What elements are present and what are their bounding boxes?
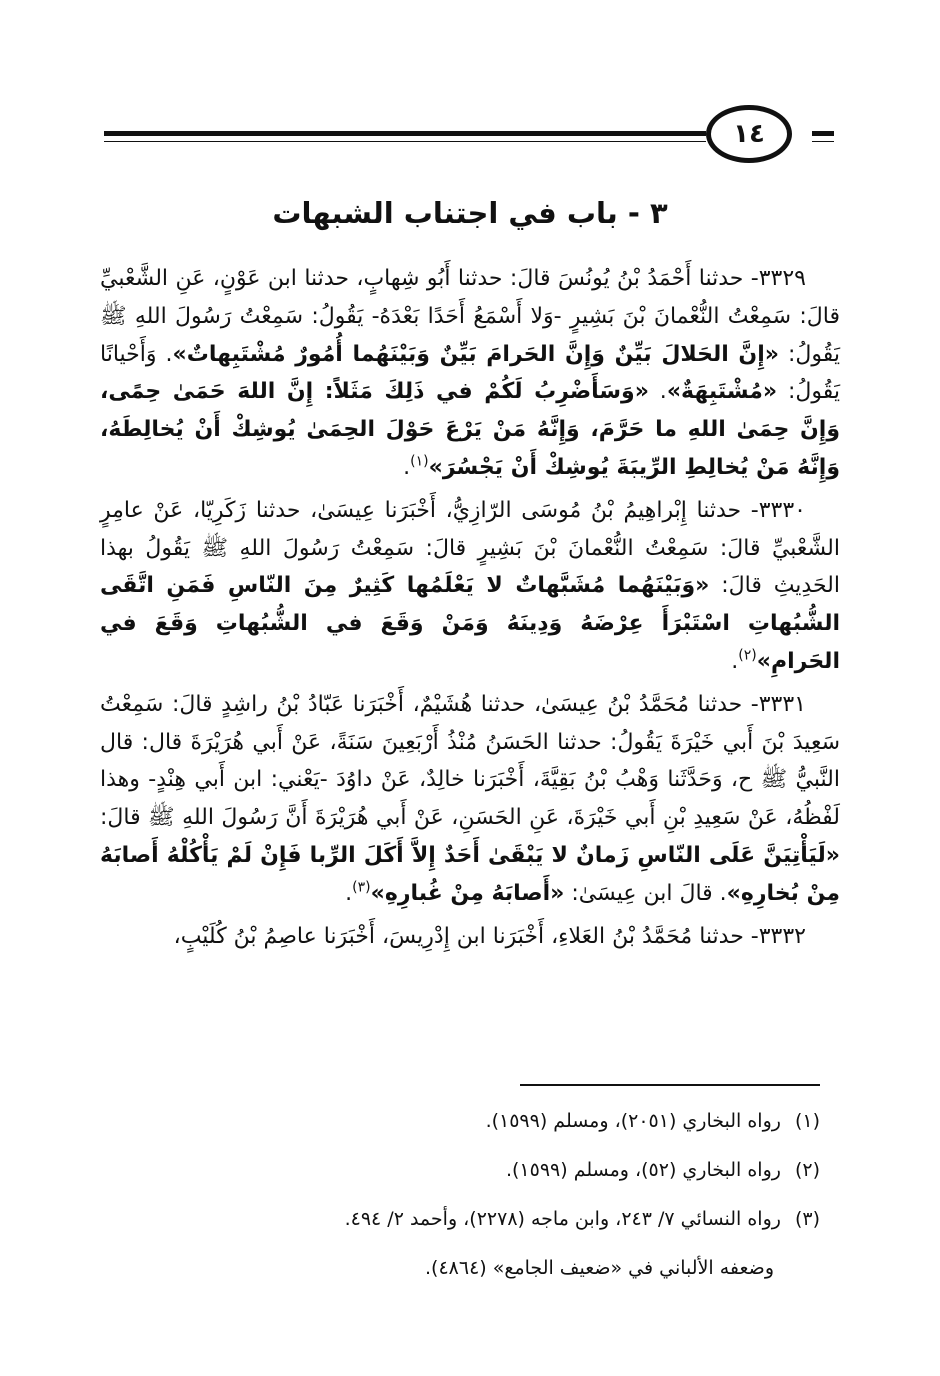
hadith-3330 [100, 492, 840, 681]
hadith-quote: «إِنَّ الحَلالَ بَيِّنٌ وَإِنَّ الحَرامَ بَيِّنٌ وَبَيْنَهُما أُمُورٌ مُشْتَبِهاتٌ» [172, 341, 779, 367]
chapter-title: ٣ - باب في اجتناب الشبهات [272, 196, 668, 230]
hadith-quote: «مُشْتَبِهَةٌ» [666, 379, 778, 405]
footnote-separator [520, 1084, 820, 1086]
hadith-text: ٣٣٣٠- حدثنا إِبْراهِيمُ بْنُ مُوسَى الرّازِيُّ، أَخْبَرَنا عِيسَىٰ، حدثنا زَكَرِيّا، عَنْ عامِرٍ الشَّعْبيِّ قالَ: سَمِعْتُ النُّعْمانَ بْنَ بَشِيرٍ قالَ: سَمِعْتُ رَسُولَ اللهِ ﷺ يَقُولُ بهذا الحَدِيثِ قالَ: [100, 497, 840, 599]
footnote-1 [100, 1097, 840, 1146]
header-rule-right-thin [812, 141, 834, 142]
hadith-quote: «وَبَيْنَهُما مُشَبَّهاتٌ لا يَعْلَمُها كَثِيرٌ مِنَ النّاسِ فَمَنِ اتَّقَى الشُّبُهاتِ اسْتَبْرَأَ عِرْضَهُ وَدِينَهُ وَمَنْ وَقَعَ في الشُّبُهاتِ وَقَعَ في الحَرامِ» [100, 573, 840, 674]
footnote-ref[interactable]: (٢) [738, 647, 757, 664]
footnote-2 [100, 1146, 840, 1195]
footnote-mark: (٢) [794, 1159, 820, 1181]
hadith-quote: «لَيَأْتِيَنَّ عَلَى النّاسِ زَمانٌ لا يَبْقَىٰ أَحَدٌ إِلاَّ أَكَلَ الرِّبا فَإِنْ لَمْ يَأْكُلْهُ أَصابَهُ مِنْ بُخارِهِ» [100, 842, 840, 906]
hadith-text: . [403, 454, 411, 480]
hadith-text: ٣٣٣١- حدثنا مُحَمَّدُ بْنُ عِيسَىٰ، حدثنا هُشَيْمٌ، أَخْبَرَنا عَبّادُ بْنُ راشِدٍ قالَ: سَمِعْتُ سَعِيدَ بْنَ أَبي خَيْرَةَ يَقُولُ: حدثنا الحَسَنُ مُنْذُ أَرْبَعِينَ سَنَةً، عَنْ أَبي هُرَيْرَةَ قال: قال النَّبيُّ ﷺ ح، وَحَدَّثَنا وَهْبُ بْنُ بَقِيَّةَ، أَخْبَرَنا خالِدٌ، عَنْ داوُدَ -يَعْني: ابن أَبي هِنْدٍ- وهذا لَفْظُهُ، عَنْ سَعِيدِ بْنِ أَبي خَيْرَةَ، عَنِ الحَسَنِ، عَنْ أَبي هُرَيْرَةَ أَنَّ رَسُولَ اللهِ ﷺ قالَ: [100, 691, 840, 831]
hadith-text: . [345, 880, 353, 906]
hadith-3331 [100, 686, 840, 913]
hadith-3332 [100, 918, 840, 956]
footnote-ref[interactable]: (١) [410, 453, 429, 470]
footnote-mark: (٣) [794, 1208, 820, 1230]
header-rule-right-thick [812, 131, 834, 136]
main-text [100, 260, 840, 960]
hadith-text: . وَأَحْيانًا يَقُولُ: [100, 341, 840, 405]
footnote-text: رواه البخاري (٢٠٥١)، ومسلم (١٥٩٩). [485, 1110, 781, 1132]
header-rule-thin [104, 141, 706, 142]
hadith-text: . [648, 379, 667, 405]
hadith-text: ٣٣٣٢- حدثنا مُحَمَّدُ بْنُ العَلاءِ، أَخْبَرَنا ابن إِدْرِيسَ، أَخْبَرَنا عاصِمُ بْنُ كُلَيْبٍ، [173, 923, 806, 949]
footnote-text: رواه النسائي ٧/ ٢٤٣، وابن ماجه (٢٢٧٨)، وأحمد ٢/ ٤٩٤. [344, 1208, 781, 1230]
hadith-text: . [731, 648, 739, 674]
hadith-quote: «وَسَأَضْرِبُ لَكُمْ في ذَلِكَ مَثَلاً: إِنَّ اللهَ حَمَىٰ حِمًى، وَإِنَّ حِمَىٰ اللهِ ما حَرَّمَ، وَإِنَّهُ مَنْ يَرْعَ حَوْلَ الحِمَىٰ يُوشِكْ أَنْ يُخالِطَهُ، وَإِنَّهُ مَنْ يُخالِطِ الرِّيبَةَ يُوشِكْ أَنْ يَجْسُرَ» [100, 379, 840, 480]
footnote-3 [100, 1195, 840, 1244]
footnote-text: رواه البخاري (٥٢)، ومسلم (١٥٩٩). [505, 1159, 781, 1181]
hadith-3329 [100, 260, 840, 487]
hadith-quote: «أَصابَهُ مِنْ غُبارِهِ» [370, 880, 565, 906]
footnote-ref[interactable]: (٣) [352, 879, 371, 896]
hadith-text: ٣٣٢٩- حدثنا أَحْمَدُ بْنُ يُونُسَ قالَ: حدثنا أَبُو شِهابٍ، حدثنا ابن عَوْنٍ، عَنِ الشَّعْبيِّ قالَ: سَمِعْتُ النُّعْمانَ بْنَ بَشِيرٍ -وَلا أَسْمَعُ أَحَدًا بَعْدَهُ- يَقُولُ: سَمِعْتُ رَسُولَ اللهِ ﷺ يَقُولُ: [100, 266, 840, 367]
footnotes [100, 1097, 840, 1293]
page-header [104, 105, 834, 163]
hadith-text: . قالَ ابن عِيسَىٰ: [564, 880, 727, 906]
header-rule-thick [104, 131, 706, 136]
footnote-3-continuation: وضعفه الألباني في «ضعيف الجامع» (٤٨٦٤). [425, 1257, 774, 1279]
footnote-mark: (١) [794, 1110, 820, 1132]
page-number: ١٤ [706, 105, 792, 163]
